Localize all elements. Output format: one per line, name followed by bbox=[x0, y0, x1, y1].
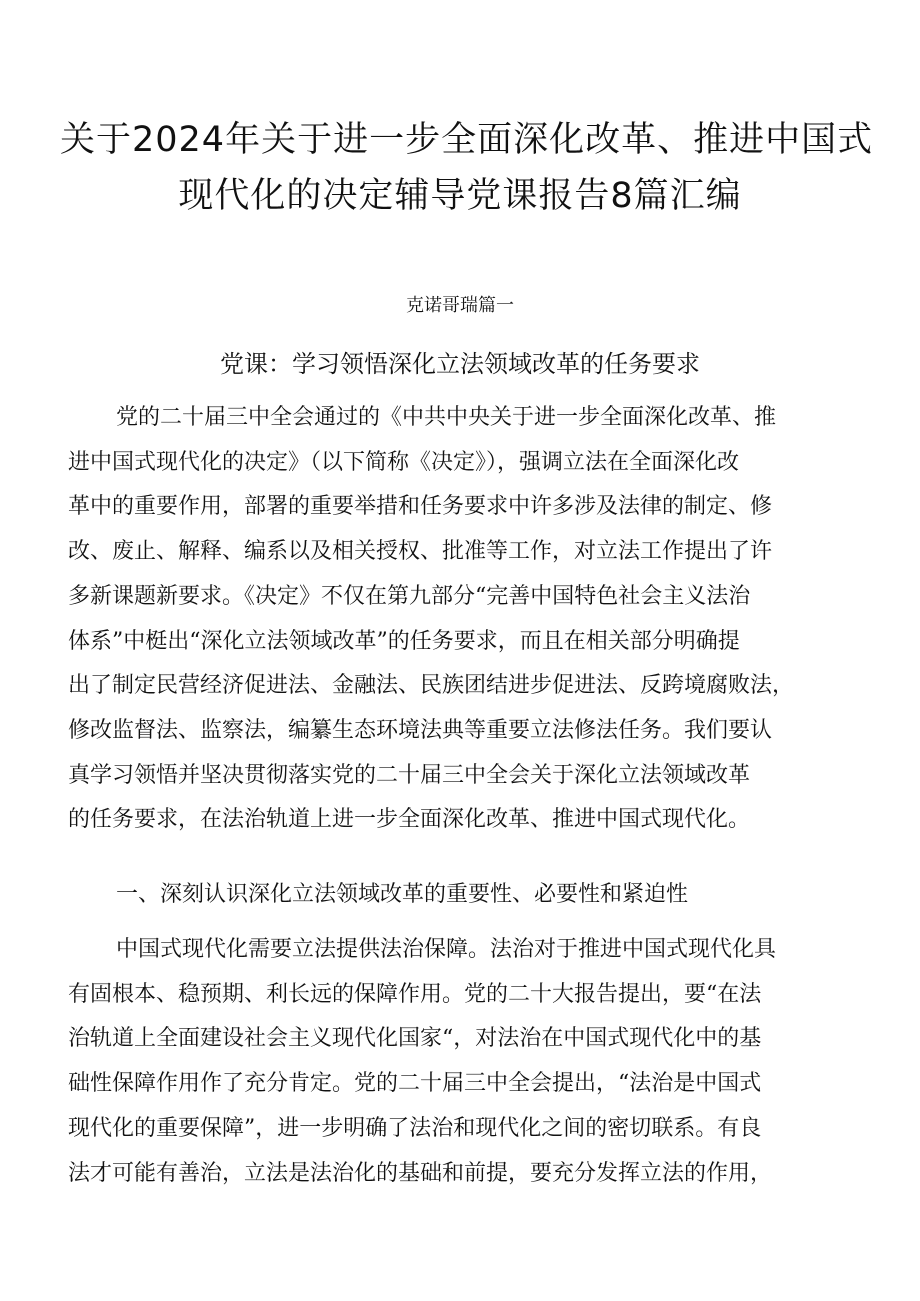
paragraph-2-line-6: 法才可能有善治，立法是法治化的基础和前提，要充分发挥立法的作用， bbox=[68, 1160, 773, 1186]
paragraph-1-line-10: 的任务要求，在法治轨道上进一步全面深化改革、推进中国式现代化。 bbox=[68, 807, 751, 833]
paragraph-2-line-2: 有固根本、稳预期、利长远的保障作用。党的二十大报告提出，要“在法 bbox=[68, 981, 762, 1007]
paragraph-1 bbox=[68, 396, 858, 843]
paragraph-2 bbox=[68, 928, 858, 1196]
document-title bbox=[60, 112, 874, 224]
paragraph-2-line-3: 治轨道上全面建设社会主义现代化国家“，对法治在中国式现代化中的基 bbox=[68, 1026, 762, 1052]
document-title-line-1: 关于2024年关于进一步全面深化改革、推进中国式 bbox=[60, 120, 874, 160]
paragraph-2-line-4: 础性保障作用作了充分肯定。党的二十届三中全会提出，“法治是中国式 bbox=[68, 1071, 762, 1097]
paragraph-2-line-5: 现代化的重要保障”，进一步明确了法治和现代化之间的密切联系。有良 bbox=[68, 1115, 762, 1141]
paragraph-1-line-4: 改、废止、解释、编系以及相关授权、批准等工作，对立法工作提出了许 bbox=[68, 539, 773, 565]
paragraph-1-line-7: 出了制定民营经济促进法、金融法、民族团结进步促进法、反跨境腐败法， bbox=[68, 673, 795, 699]
paragraph-1-line-2: 进中国式现代化的决定》（以下简称《决定》），强调立法在全面深化改 bbox=[68, 449, 740, 475]
section-heading-1: 一、深刻认识深化立法领域改革的重要性、必要性和紧迫性 bbox=[116, 882, 689, 907]
document-subtitle: 克诺哥瑞篇一 bbox=[406, 295, 514, 316]
document-title-line-2: 现代化的决定辅导党课报告8篇汇编 bbox=[178, 176, 742, 216]
paragraph-1-line-6: 体系”中梃出“深化立法领域改革”的任务要求，而且在相关部分明确提 bbox=[68, 628, 740, 654]
paragraph-1-line-3: 革中的重要作用，部署的重要举措和任务要求中许多涉及法律的制定、修 bbox=[68, 494, 773, 520]
paragraph-1-line-8: 修改监督法、监察法，编纂生态环境法典等重要立法修法任务。我们要认 bbox=[68, 717, 773, 743]
paragraph-1-line-5: 多新课题新要求。《决定》不仅在第九部分“完善中国特色社会主义法治 bbox=[68, 583, 751, 609]
paragraph-1-line-9: 真学习领悟并坚决贯彻落实党的二十届三中全会关于深化立法领域改革 bbox=[68, 762, 751, 788]
paragraph-1-line-1: 党的二十届三中全会通过的《中共中央关于进一步全面深化改革、推 bbox=[116, 405, 777, 430]
section-title: 党课：学习领悟深化立法领域改革的任务要求 bbox=[220, 350, 700, 378]
paragraph-2-line-1: 中国式现代化需要立法提供法治保障。法治对于推进中国式现代化具 bbox=[116, 937, 777, 962]
